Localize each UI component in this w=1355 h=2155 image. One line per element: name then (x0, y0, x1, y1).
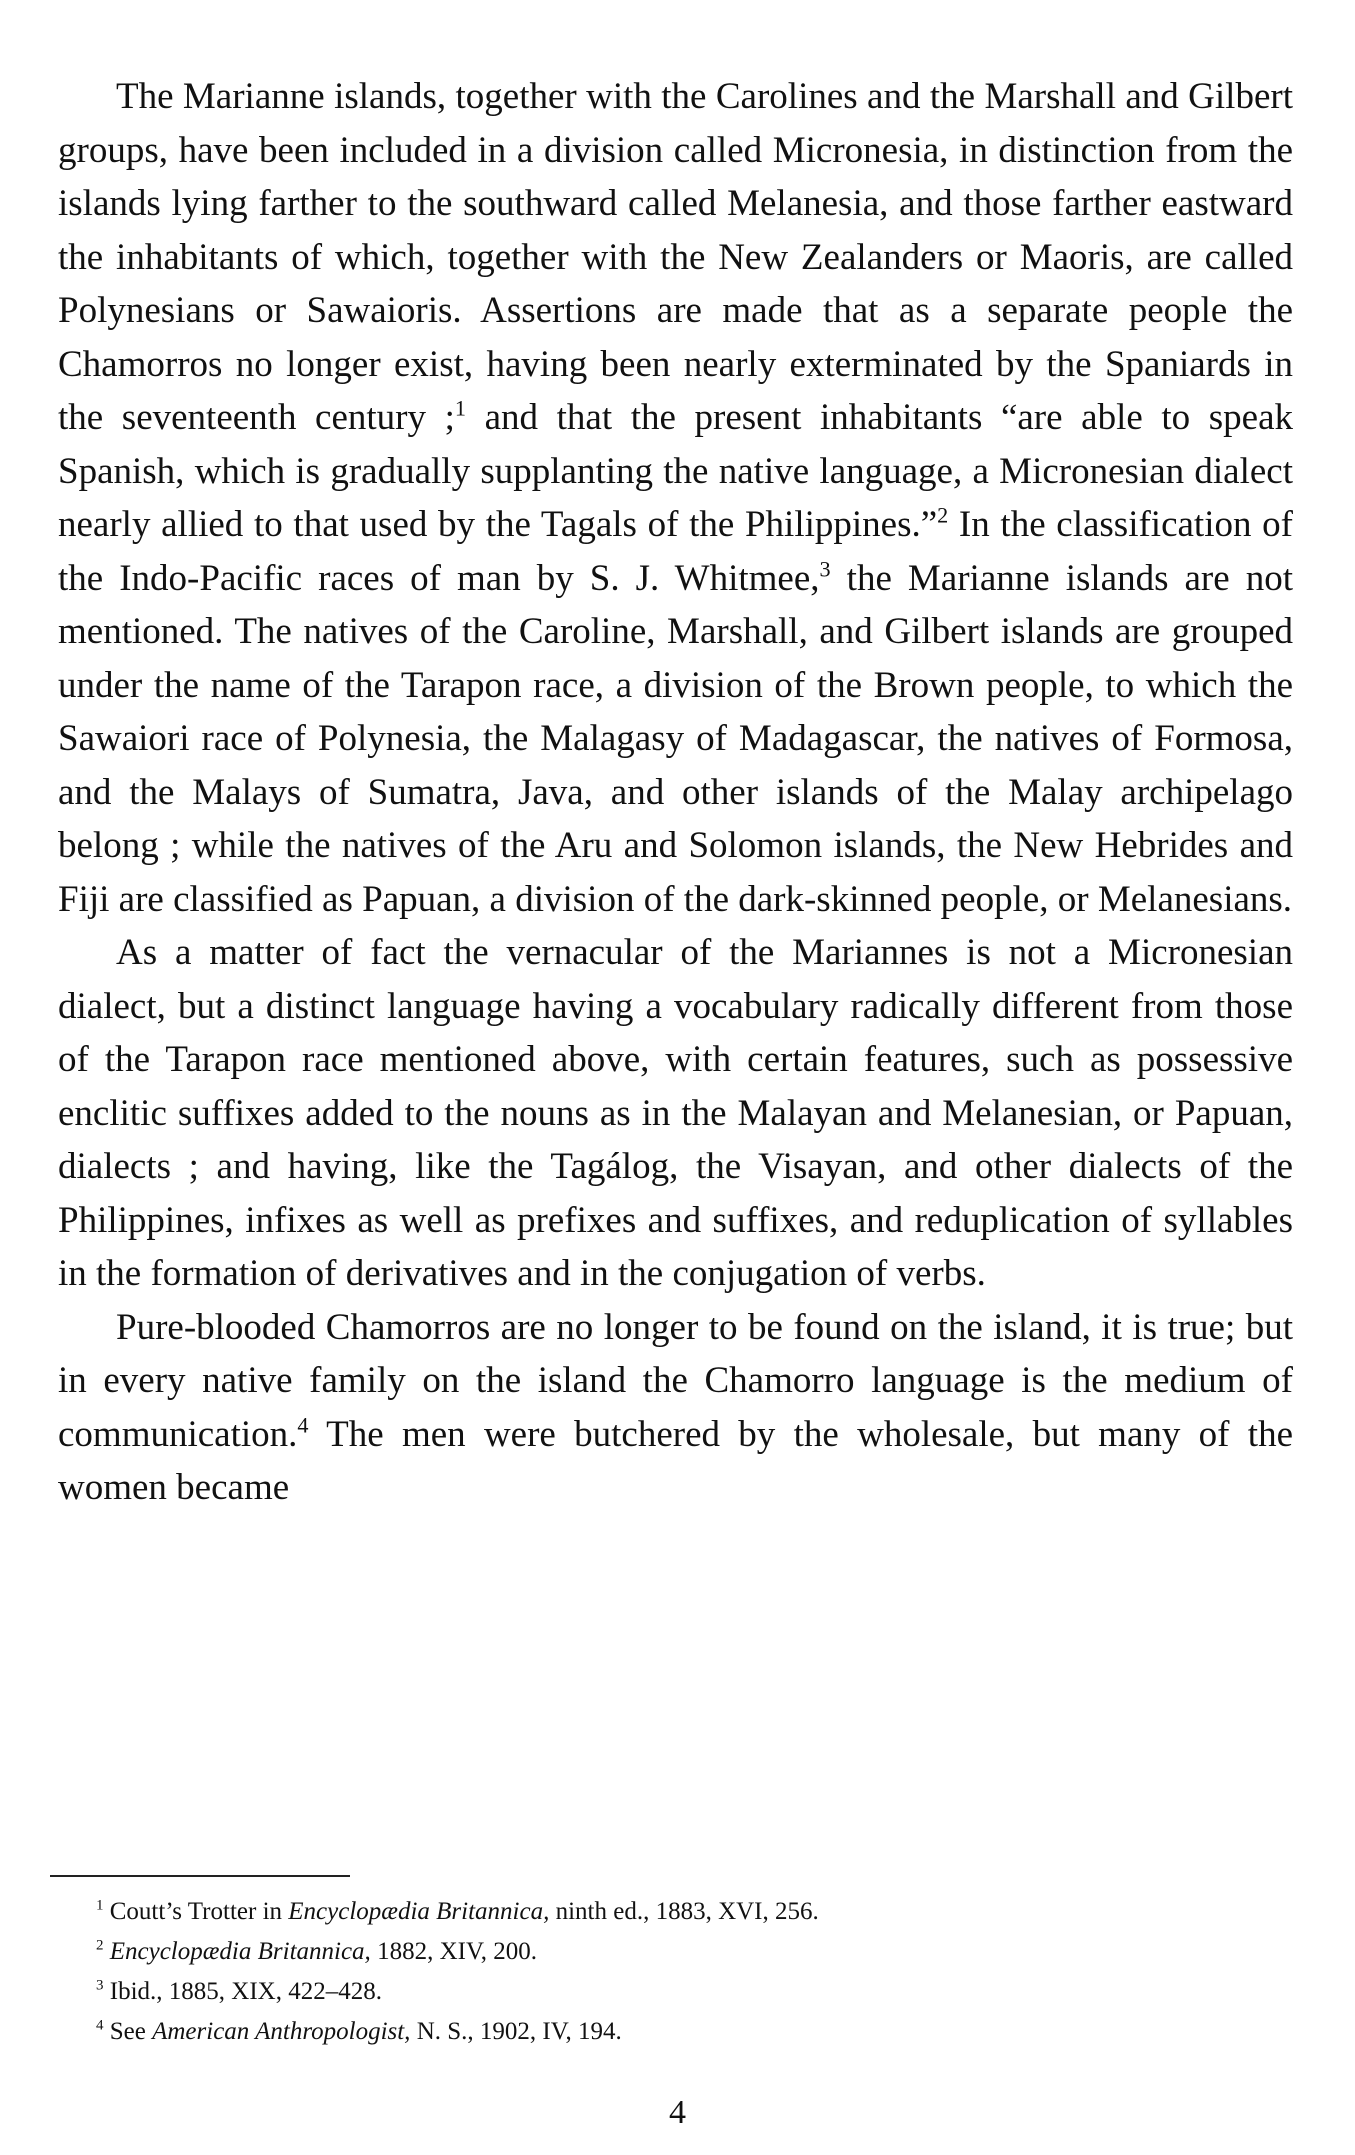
text-run: Pure-blooded Chamorros are no longer to be found on the island, it is true; but in every native family on the island the Chamorro language is the medium of communication. (58, 1306, 1293, 1455)
italic-title: Encyclopædia Britannica, (109, 1938, 371, 1965)
text-run: The Marianne islands, together with the Carolines and the Marshall and Gilbert groups, have been included in a division called Micronesia, in distinction from the islands lying farther to the southward called Melanesia, and those farther eastward the inhabitants of which, together with the New Zealanders or Maoris, are called Polynesians or Sawaioris. Assertions are made that as a separate people the Chamorros no longer exist, having been nearly exterminated by the Spaniards in the seventeenth century ; (58, 76, 1293, 438)
text-run: N. S., 1902, IV, 194. (410, 2018, 622, 2045)
text-run: 1882, XIV, 200. (370, 1938, 538, 1965)
text-run: ninth ed., 1883, XVI, 256. (549, 1898, 819, 1925)
footnote-marker: 3 (96, 1977, 104, 1994)
paragraph-3 (58, 1301, 1293, 1515)
italic-title: American Anthropologist, (152, 2018, 411, 2045)
paragraph-2 (58, 926, 1293, 1301)
footnote-marker: 2 (937, 502, 949, 528)
text-run: As a matter of fact the vernacular of the Mariannes is not a Micronesian dialect, but a distinct language having a vocabulary radically different from those of the Tarapon race mentioned above, with certain features, such as possessive enclitic suffixes added to the nouns as in the Malayan and Melanesian, or Papuan, dialects ; and having, like the Tagálog, the Visayan, and other dialects of the Philippines, infixes as well as prefixes and suffixes, and reduplication of syllables in the formation of derivatives and in the conjugation of verbs. (58, 932, 1293, 1294)
page-number: 4 (669, 2094, 686, 2131)
footnote-2 (96, 1932, 1276, 1972)
footnotes (96, 1892, 1276, 2052)
text-run: and that the present inhabitants “are able to speak Spanish, which is gradually supplanting the native language, a Micronesian dialect nearly allied to that used by the Tagals of the Philippines.” (58, 397, 1293, 545)
footnote-1 (96, 1892, 1276, 1932)
body-text (58, 70, 1293, 1515)
text-run: Coutt’s Trotter in (103, 1898, 289, 1925)
text-run: In the classification of the Indo-Pacific races of man by S. J. Whitmee, (58, 504, 1293, 599)
text-run: Ibid., 1885, XIX, 422–428. (103, 1978, 382, 2005)
italic-title: Encyclopædia Britannica, (288, 1898, 550, 1925)
footnote-4 (96, 2012, 1276, 2052)
footnote-3 (96, 1972, 1276, 2012)
footnote-marker: 1 (454, 395, 466, 421)
footnote-separator-rule (50, 1875, 350, 1877)
text-run: The men were butchered by the wholesale, but many of the women became (58, 1413, 1293, 1508)
footnote-marker: 1 (96, 1897, 104, 1914)
footnote-marker: 3 (819, 556, 831, 582)
text-run: the Marianne islands are not mentioned. The natives of the Caroline, Marshall, and Gilbert islands are grouped under the name of the Tarapon race, a division of the Brown people, to which the Sawaiori race of Polynesia, the Malagasy of Madagascar, the natives of Formosa, and the Malays of Sumatra, Java, and other islands of the Malay archipelago belong ; while the natives of the Aru and Solomon islands, the New Hebrides and Fiji are classified as Papuan, a division of the dark-skinned people, or Melanesians. (58, 557, 1293, 920)
paragraph-1 (58, 70, 1293, 926)
footnote-marker: 4 (297, 1412, 309, 1438)
footnote-marker: 4 (96, 2017, 104, 2034)
footnote-marker: 2 (96, 1937, 104, 1954)
text-run: See (103, 2018, 153, 2045)
